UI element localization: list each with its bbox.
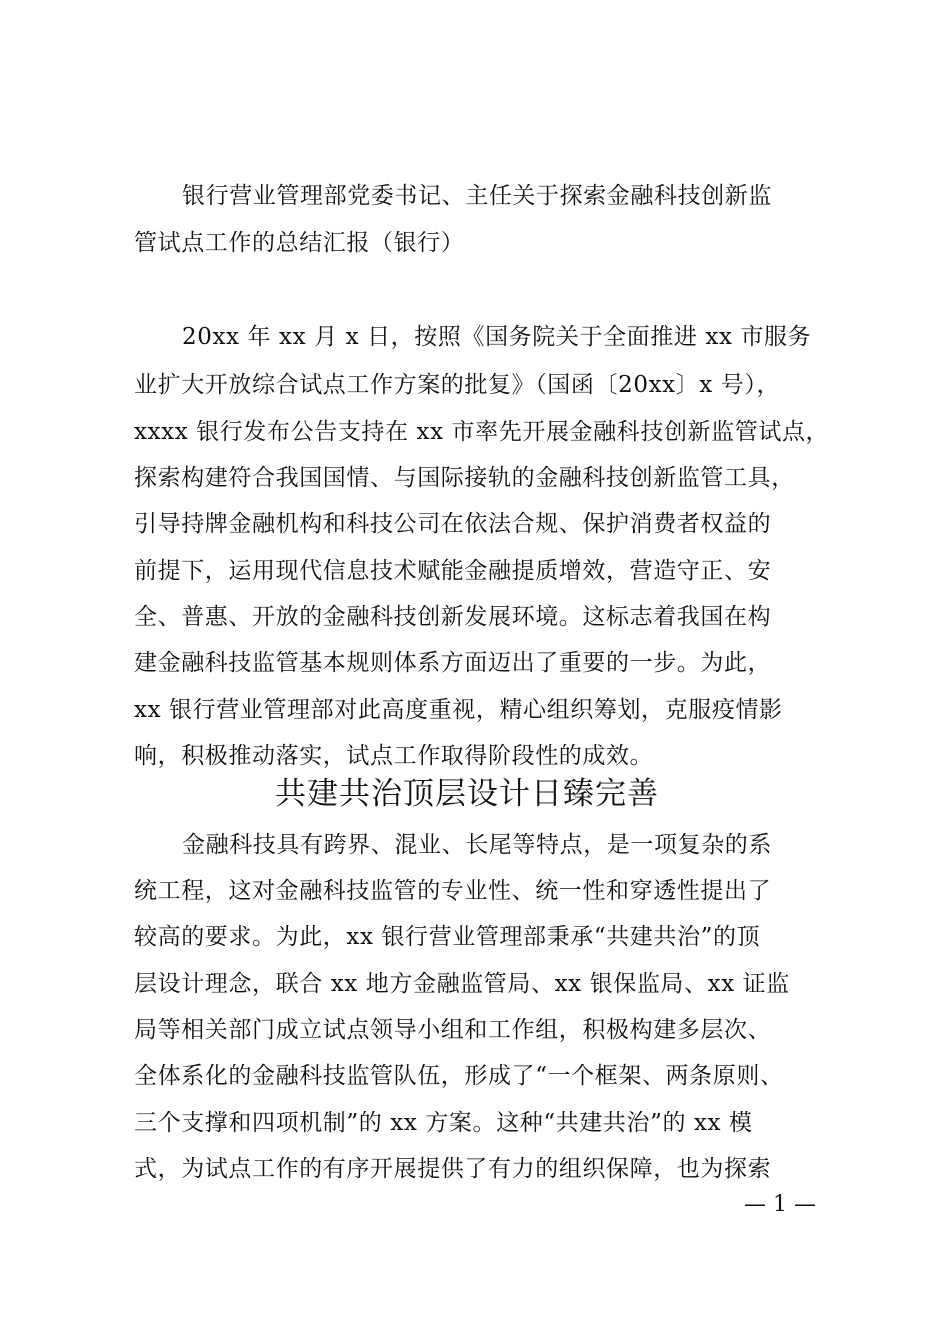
section1-line-6: 全体系化的金融科技监管队伍，形成了“一个框架、两条原则、 (134, 1063, 784, 1089)
intro-line-5: 引导持牌金融机构和科技公司在依法合规、保护消费者权益的 (134, 511, 772, 537)
section1-line-1: 金融科技具有跨界、混业、长尾等特点，是一项复杂的系 (182, 832, 772, 858)
section1-line-8: 式，为试点工作的有序开展提供了有力的组织保障，也为探索 (134, 1156, 772, 1182)
intro-line-8: 建金融科技监管基本规则体系方面迈出了重要的一步。为此， (134, 650, 772, 676)
page-number: — 1 — (744, 1192, 816, 1217)
intro-line-2: 业扩大开放综合试点工作方案的批复》（国函〔20xx〕x 号）， (134, 372, 781, 398)
intro-line-3: xxxx 银行发布公告支持在 xx 市率先开展金融科技创新监管试点， (134, 419, 830, 445)
section1-line-3: 较高的要求。为此，xx 银行营业管理部秉承“共建共治”的顶 (134, 924, 761, 950)
section1-line-2: 统工程，这对金融科技监管的专业性、统一性和穿透性提出了 (134, 878, 772, 904)
section1-line-4: 层设计理念，联合 xx 地方金融监管局、xx 银保监局、xx 证监 (134, 971, 790, 997)
intro-line-6: 前提下，运用现代信息技术赋能金融提质增效，营造守正、安 (134, 558, 772, 584)
title-line-2: 管试点工作的总结汇报（银行） (134, 230, 465, 256)
intro-line-10: 响，积极推动落实，试点工作取得阶段性的成效。 (134, 743, 654, 769)
intro-line-4: 探索构建符合我国国情、与国际接轨的金融科技创新监管工具， (134, 465, 795, 491)
section-heading: 共建共治顶层设计日臻完善 (275, 776, 659, 812)
section1-line-7: 三个支撑和四项机制”的 xx 方案。这种“共建共治”的 xx 模 (134, 1110, 753, 1136)
title-line-1: 银行营业管理部党委书记、主任关于探索金融科技创新监 (182, 183, 772, 209)
intro-line-9: xx 银行营业管理部对此高度重视，精心组织筹划，克服疫情影 (134, 697, 783, 723)
intro-line-1: 20xx 年 xx 月 x 日，按照《国务院关于全面推进 xx 市服务 (182, 324, 812, 350)
section1-line-5: 局等相关部门成立试点领导小组和工作组，积极构建多层次、 (134, 1017, 772, 1043)
intro-line-7: 全、普惠、开放的金融科技创新发展环境。这标志着我国在构 (134, 604, 772, 630)
